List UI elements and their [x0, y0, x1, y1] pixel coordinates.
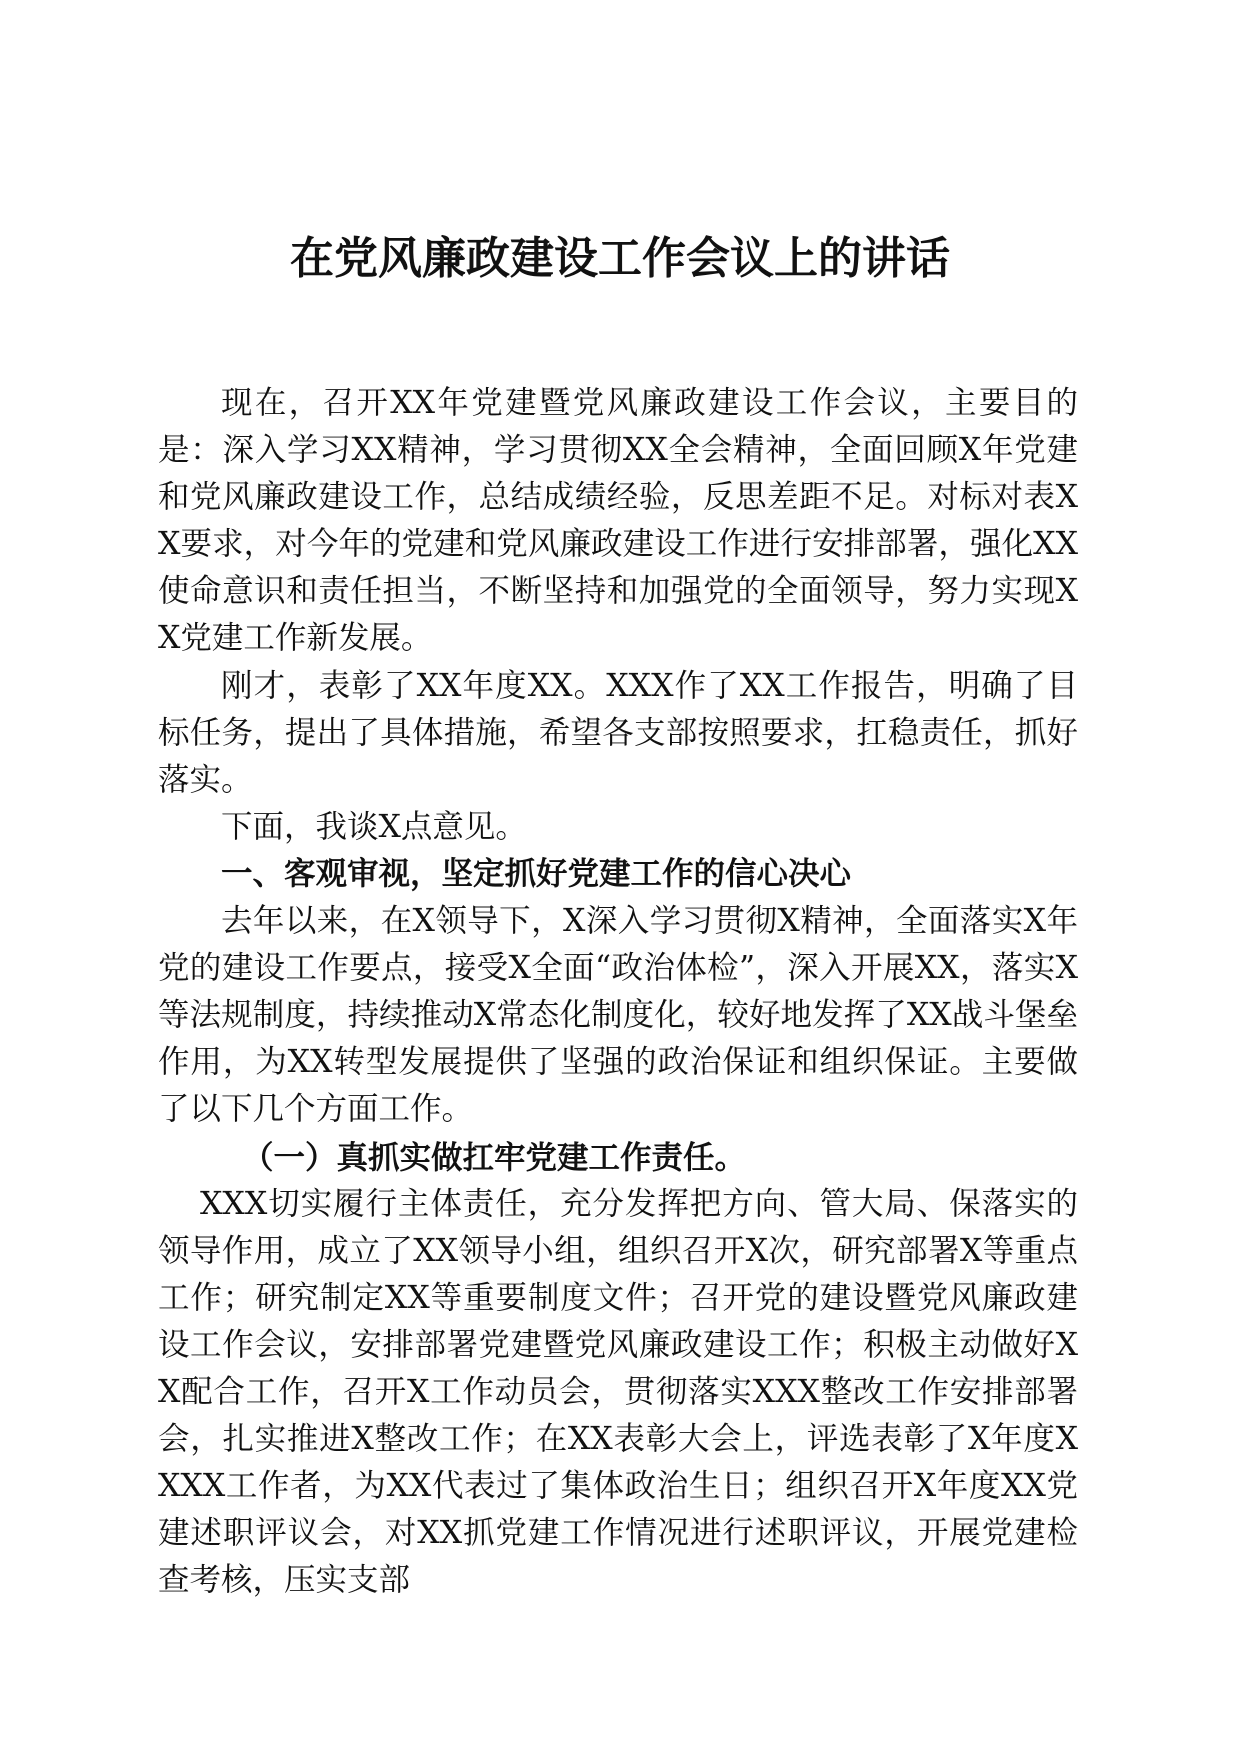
- document-body: [158, 380, 1078, 1604]
- section-heading: 一、客观审视，坚定抓好党建工作的信心决心: [221, 855, 852, 892]
- subsection-heading: （一）真抓实做扛牢党建工作责任。: [242, 1138, 747, 1176]
- commendation-paragraph: 刚才，表彰了XX年度XX。XXX作了XX工作报告，明确了目标任务，提出了具体措施，希望各支部按照要求，扛稳责任，抓好落实。: [158, 667, 1078, 798]
- transition-paragraph: 下面，我谈X点意见。: [221, 808, 527, 845]
- intro-paragraph: 现在，召开XX年党建暨党风廉政建设工作会议，主要目的是：深入学习XX精神，学习贯彻XX全会精神，全面回顾X年党建和党风廉政建设工作，总结成绩经验，反思差距不足。对标对表XX要求，对今年的党建和党风廉政建设工作进行安排部署，强化XX使命意识和责任担当，不断坚持和加强党的全面领导，努力实现XX党建工作新发展。: [158, 385, 1078, 657]
- document-title: 在党风廉政建设工作会议上的讲话: [290, 233, 950, 284]
- subsection-paragraph: XXX切实履行主体责任，充分发挥把方向、管大局、保落实的领导作用，成立了XX领导小组，组织召开X次，研究部署X等重点工作；研究制定XX等重要制度文件；召开党的建设暨党风廉政建设工作会议，安排部署党建暨党风廉政建设工作；积极主动做好XX配合工作，召开X工作动员会，贯彻落实XXX整改工作安排部署会，扎实推进X整改工作；在XX表彰大会上，评选表彰了X年度XXXX工作者，为XX代表过了集体政治生日；组织召开X年度XX党建述职评议会，对XX抓党建工作情况进行述职评议，开展党建检查考核，压实支部: [158, 1185, 1078, 1599]
- section-paragraph: 去年以来，在X领导下，X深入学习贯彻X精神，全面落实X年党的建设工作要点，接受X全面“政治体检”，深入开展XX，落实X等法规制度，持续推动X常态化制度化，较好地发挥了XX战斗堡垒作用，为XX转型发展提供了坚强的政治保证和组织保证。主要做了以下几个方面工作。: [158, 903, 1078, 1128]
